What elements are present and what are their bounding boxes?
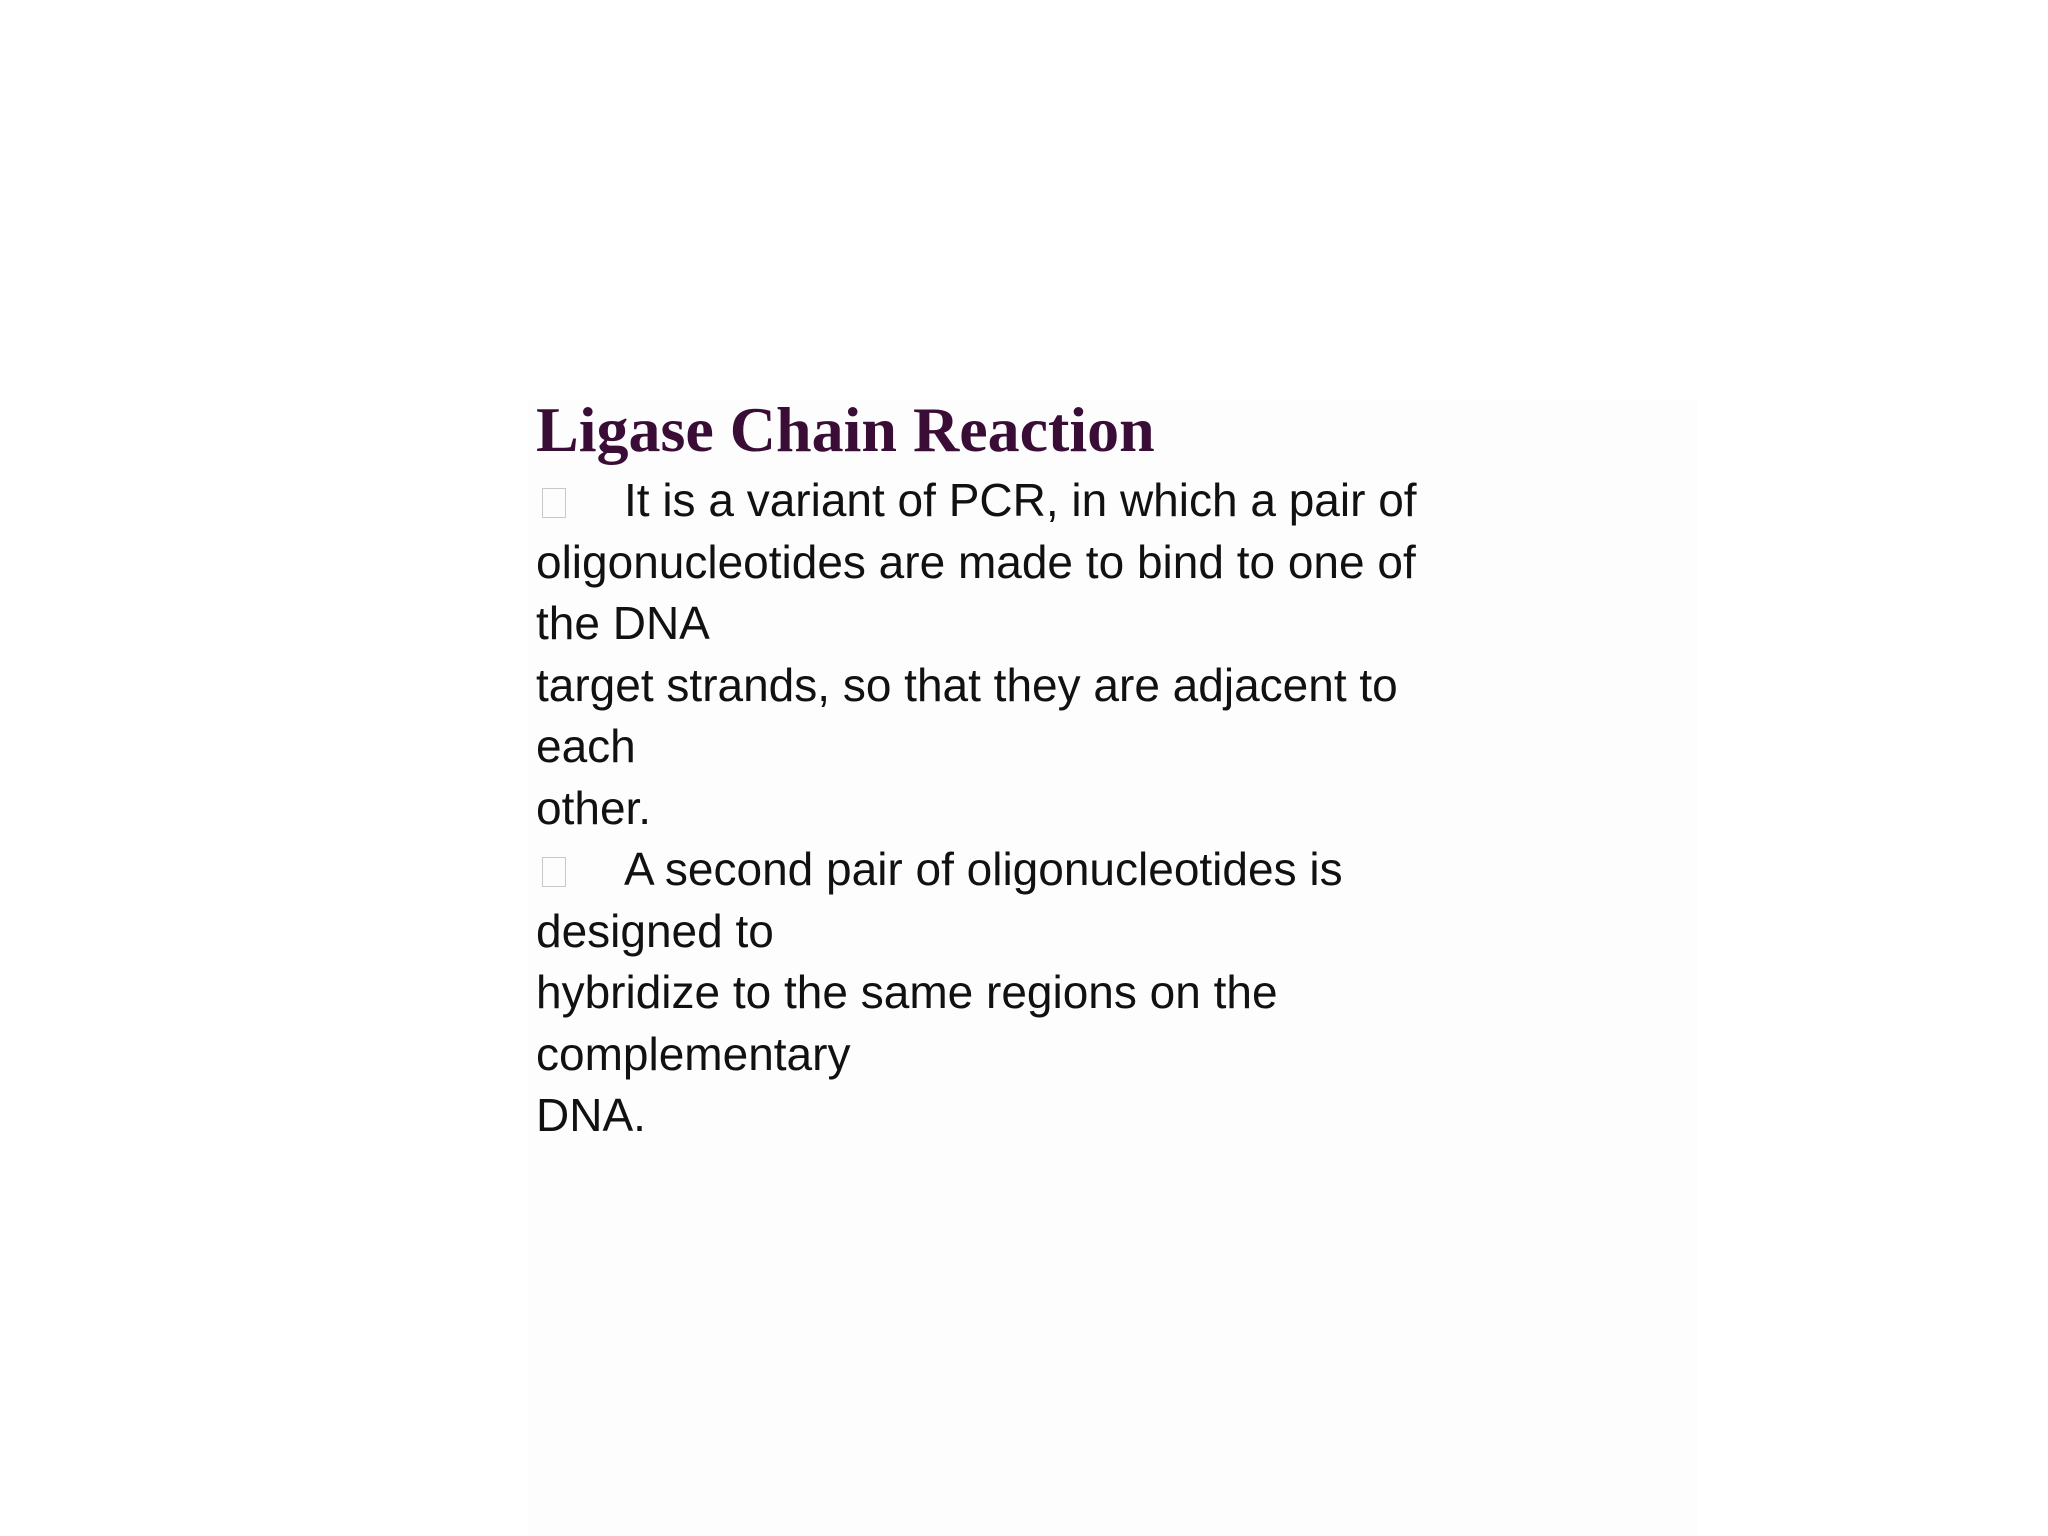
slide-text-block — [536, 390, 1656, 1147]
bullet-box-icon — [542, 488, 566, 518]
bullet-line: oligonucleotides are made to bind to one of — [536, 535, 1416, 588]
bullet-text: A second pair of oligonucleotides is — [624, 843, 1343, 895]
bullet-text: It is a variant of PCR, in which a pair of — [624, 474, 1417, 526]
bullet-line: each — [536, 720, 636, 772]
bullet-item-1 — [536, 470, 1656, 839]
bullet-line: hybridize to the same regions on the — [536, 966, 1278, 1018]
bullet-line: complementary — [536, 1027, 851, 1080]
bullet-line: the DNA — [536, 597, 710, 649]
bullet-line: target strands, so that they are adjacent to — [536, 658, 1398, 711]
bullet-item-2 — [536, 839, 1656, 1147]
bullet-box-icon — [542, 857, 566, 887]
bullet-line: designed to — [536, 904, 774, 957]
bullet-line — [536, 470, 1656, 532]
bullet-line — [536, 839, 1656, 901]
slide-title: Ligase Chain Reaction — [536, 394, 1155, 465]
bullet-line: other. — [536, 781, 652, 834]
bullet-line: DNA. — [536, 1089, 646, 1141]
